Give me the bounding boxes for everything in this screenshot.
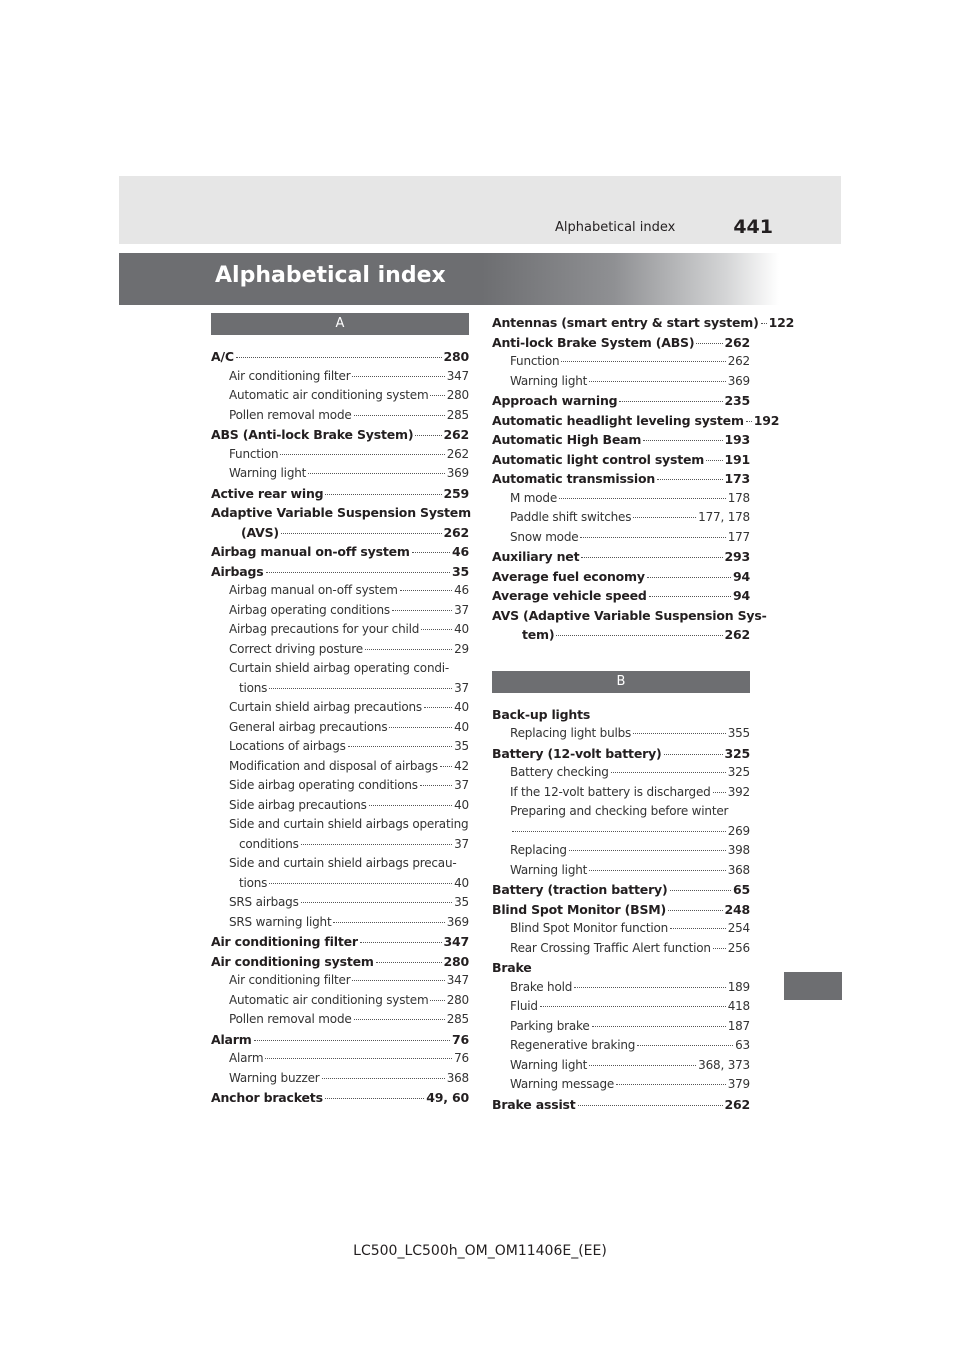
leader-dots bbox=[400, 590, 452, 591]
leader-dots bbox=[556, 635, 722, 636]
entry-page: 262 bbox=[724, 627, 750, 642]
index-entry: Back-up lights bbox=[492, 706, 591, 722]
leader-dots bbox=[559, 498, 726, 499]
entry-page: 256 bbox=[727, 940, 750, 955]
entry-label: Airbag manual on-off system bbox=[229, 583, 398, 597]
index-entry bbox=[492, 567, 750, 587]
entry-page: 94 bbox=[733, 568, 750, 584]
entry-label: tem) bbox=[522, 627, 555, 642]
index-subentry-wrapped: Preparing and checking before winter bbox=[510, 804, 729, 818]
index-subentry bbox=[211, 367, 469, 387]
leader-dots bbox=[670, 928, 726, 929]
index-subentry bbox=[492, 783, 750, 803]
section-header-b: B bbox=[492, 671, 750, 693]
index-subentry-continuation bbox=[492, 822, 750, 842]
index-subentry bbox=[492, 1056, 750, 1076]
leader-dots bbox=[540, 1006, 726, 1007]
leader-dots bbox=[430, 1000, 444, 1001]
index-subentry bbox=[211, 1010, 469, 1030]
leader-dots bbox=[706, 460, 722, 461]
index-entry bbox=[492, 547, 750, 567]
header-section-title: Alphabetical index bbox=[555, 220, 676, 235]
entry-page: 262 bbox=[724, 334, 750, 350]
index-entry bbox=[211, 562, 469, 582]
index-entry bbox=[211, 952, 469, 972]
leader-dots bbox=[348, 746, 452, 747]
entry-label: Battery (traction battery) bbox=[492, 882, 668, 897]
entry-page: 293 bbox=[724, 549, 750, 564]
entry-label: Warning light bbox=[510, 373, 588, 388]
footer-doc-id: LC500_LC500h_OM_OM11406E_(EE) bbox=[353, 1243, 607, 1259]
leader-dots bbox=[616, 1084, 726, 1085]
index-subentry bbox=[211, 776, 469, 796]
entry-page: 355 bbox=[727, 726, 750, 740]
page-title: Alphabetical index bbox=[215, 263, 446, 288]
entry-label: Replacing light bulbs bbox=[510, 726, 632, 740]
entry-page: 285 bbox=[446, 407, 469, 422]
entry-page: 65 bbox=[733, 882, 750, 897]
leader-dots bbox=[322, 1078, 445, 1079]
leader-dots bbox=[633, 517, 696, 518]
leader-dots bbox=[664, 754, 723, 755]
index-entry bbox=[211, 1088, 469, 1108]
entry-label: Fluid bbox=[510, 999, 538, 1013]
entry-page: 40 bbox=[454, 622, 469, 636]
entry-page: 254 bbox=[727, 921, 750, 935]
index-entry-wrapped: Adaptive Variable Suspension System bbox=[211, 505, 471, 520]
entry-page: 35 bbox=[454, 739, 469, 753]
leader-dots bbox=[569, 850, 726, 851]
leader-dots bbox=[236, 357, 442, 358]
entry-label: Anchor brackets bbox=[211, 1090, 323, 1105]
entry-label: General airbag precautions bbox=[229, 719, 388, 734]
leader-dots bbox=[269, 688, 452, 689]
leader-dots bbox=[713, 948, 726, 949]
leader-dots bbox=[266, 572, 451, 573]
entry-page: 173 bbox=[724, 471, 750, 486]
leader-dots bbox=[265, 1058, 452, 1059]
leader-dots bbox=[430, 395, 444, 396]
index-subentry bbox=[492, 352, 750, 372]
index-subentry bbox=[211, 1069, 469, 1089]
entry-label: Air conditioning filter bbox=[211, 934, 358, 949]
entry-label: Anti-lock Brake System (ABS) bbox=[492, 334, 695, 350]
index-subentry bbox=[492, 508, 750, 528]
index-subentry bbox=[492, 724, 750, 744]
leader-dots bbox=[424, 707, 452, 708]
index-subentry bbox=[211, 406, 469, 426]
leader-dots bbox=[269, 883, 452, 884]
index-entry bbox=[492, 411, 780, 431]
entry-label: Regenerative braking bbox=[510, 1038, 636, 1052]
entry-label: Air conditioning filter bbox=[229, 368, 351, 383]
entry-page: 189 bbox=[727, 979, 750, 994]
entry-page: 193 bbox=[724, 432, 750, 447]
index-entry bbox=[211, 484, 469, 504]
entry-page: 94 bbox=[733, 588, 750, 603]
index-subentry bbox=[211, 386, 469, 406]
entry-page: 76 bbox=[454, 1051, 469, 1065]
entry-page: 259 bbox=[443, 485, 469, 501]
leader-dots bbox=[333, 922, 444, 923]
index-entry bbox=[211, 1030, 469, 1050]
entry-label: Brake assist bbox=[492, 1096, 576, 1112]
entry-label: conditions bbox=[239, 836, 299, 851]
entry-label: Paddle shift switches bbox=[510, 510, 632, 524]
leader-dots bbox=[325, 1098, 424, 1099]
leader-dots bbox=[574, 987, 726, 988]
leader-dots bbox=[637, 1045, 733, 1046]
entry-label: Function bbox=[229, 446, 279, 461]
entry-label: (AVS) bbox=[241, 524, 279, 540]
index-subentry bbox=[211, 581, 469, 601]
leader-dots bbox=[376, 962, 442, 963]
entry-page: 46 bbox=[452, 544, 469, 559]
index-subentry bbox=[211, 991, 469, 1011]
index-subentry bbox=[211, 464, 469, 484]
leader-dots bbox=[352, 376, 444, 377]
entry-label: tions bbox=[239, 875, 268, 890]
entry-label: Automatic headlight leveling system bbox=[492, 412, 744, 428]
index-subentry bbox=[211, 893, 469, 913]
entry-label: Auxiliary net bbox=[492, 549, 580, 564]
section-header-a: A bbox=[211, 313, 469, 335]
entry-label: Airbags bbox=[211, 563, 264, 579]
entry-page: 40 bbox=[454, 875, 469, 890]
index-entry bbox=[211, 932, 469, 952]
entry-label: Warning light bbox=[229, 466, 307, 480]
entry-label: Approach warning bbox=[492, 393, 618, 408]
index-subentry bbox=[492, 841, 750, 861]
index-entry bbox=[492, 744, 750, 764]
entry-label: M mode bbox=[510, 490, 557, 505]
entry-page: 369 bbox=[446, 914, 469, 929]
entry-page: 418 bbox=[727, 999, 750, 1013]
leader-dots bbox=[649, 596, 731, 597]
entry-page: 347 bbox=[443, 934, 469, 949]
index-subentry bbox=[492, 1036, 750, 1056]
entry-label: Average vehicle speed bbox=[492, 588, 647, 603]
entry-label: Air conditioning filter bbox=[229, 973, 351, 987]
entry-label: Modification and disposal of airbags bbox=[229, 758, 438, 773]
leader-dots bbox=[392, 610, 452, 611]
leader-dots bbox=[352, 980, 444, 981]
leader-dots bbox=[308, 473, 445, 474]
index-entry bbox=[211, 542, 469, 562]
entry-page: 37 bbox=[454, 836, 469, 851]
entry-page: 192 bbox=[753, 412, 780, 428]
leader-dots bbox=[301, 902, 452, 903]
index-subentry bbox=[211, 698, 469, 718]
entry-page: 369 bbox=[446, 466, 469, 480]
leader-dots bbox=[581, 557, 722, 558]
entry-page: 262 bbox=[443, 524, 469, 540]
entry-label: Alarm bbox=[229, 1051, 264, 1065]
entry-page: 248 bbox=[724, 901, 750, 917]
index-column-left bbox=[211, 313, 469, 1108]
entry-page: 398 bbox=[727, 843, 750, 857]
entry-page: 46 bbox=[454, 583, 469, 597]
leader-dots bbox=[589, 870, 726, 871]
entry-page: 392 bbox=[727, 784, 750, 799]
entry-label: SRS warning light bbox=[229, 914, 332, 929]
index-entry bbox=[492, 1095, 750, 1115]
entry-page: 37 bbox=[454, 602, 469, 617]
leader-dots bbox=[412, 552, 450, 553]
entry-page: 35 bbox=[452, 563, 469, 579]
index-entry bbox=[211, 347, 469, 367]
leader-dots bbox=[254, 1040, 450, 1041]
entry-label: A/C bbox=[211, 349, 234, 364]
entry-page: 122 bbox=[768, 315, 795, 330]
entry-label: Average fuel economy bbox=[492, 568, 645, 584]
entry-label: Airbag operating conditions bbox=[229, 602, 390, 617]
entry-page: 49, 60 bbox=[426, 1090, 469, 1105]
index-entry-continuation bbox=[211, 523, 469, 543]
entry-label: Battery checking bbox=[510, 765, 609, 779]
leader-dots bbox=[389, 727, 452, 728]
title-band bbox=[119, 253, 779, 305]
leader-dots bbox=[578, 1105, 723, 1106]
entry-page: 379 bbox=[727, 1077, 750, 1091]
index-subentry-wrapped: Curtain shield airbag operating condi- bbox=[229, 661, 450, 675]
entry-page: 347 bbox=[446, 973, 469, 987]
entry-page: 40 bbox=[454, 719, 469, 734]
leader-dots bbox=[668, 910, 722, 911]
leader-dots bbox=[421, 629, 452, 630]
index-entry bbox=[492, 333, 750, 353]
page-number: 441 bbox=[733, 216, 773, 238]
index-subentry bbox=[211, 913, 469, 933]
entry-page: 369 bbox=[727, 373, 750, 388]
entry-label: Alarm bbox=[211, 1031, 252, 1047]
index-subentry-continuation bbox=[211, 835, 469, 855]
entry-page: 42 bbox=[454, 758, 469, 773]
leader-dots bbox=[512, 831, 726, 832]
leader-dots bbox=[415, 435, 441, 436]
index-subentry bbox=[492, 372, 750, 392]
page-header bbox=[119, 176, 841, 244]
leader-dots bbox=[657, 479, 722, 480]
entry-page: 35 bbox=[454, 895, 469, 909]
entry-label: Pollen removal mode bbox=[229, 1012, 352, 1026]
entry-label: Airbag precautions for your child bbox=[229, 622, 420, 636]
entry-page: 368, 373 bbox=[698, 1057, 750, 1072]
index-entry bbox=[211, 425, 469, 445]
entry-label: Correct driving posture bbox=[229, 641, 363, 656]
leader-dots bbox=[713, 792, 726, 793]
leader-dots bbox=[369, 805, 452, 806]
index-subentry bbox=[492, 1075, 750, 1095]
entry-page: 177 bbox=[727, 529, 750, 544]
entry-page: 178 bbox=[727, 490, 750, 505]
entry-label: Parking brake bbox=[510, 1018, 590, 1033]
leader-dots bbox=[365, 649, 452, 650]
entry-page: 285 bbox=[446, 1012, 469, 1026]
entry-label: Automatic air conditioning system bbox=[229, 388, 429, 402]
index-entry bbox=[492, 391, 750, 411]
entry-label: Locations of airbags bbox=[229, 739, 346, 753]
entry-label: Antennas (smart entry & start system) bbox=[492, 315, 759, 330]
entry-label: Replacing bbox=[510, 843, 567, 857]
leader-dots bbox=[420, 785, 452, 786]
index-subentry bbox=[211, 620, 469, 640]
entry-page: 347 bbox=[446, 368, 469, 383]
leader-dots bbox=[354, 415, 445, 416]
leader-dots bbox=[643, 440, 722, 441]
entry-page: 262 bbox=[724, 1096, 750, 1112]
index-subentry bbox=[211, 1049, 469, 1069]
entry-page: 63 bbox=[735, 1038, 750, 1052]
leader-dots bbox=[589, 1065, 696, 1066]
index-subentry-wrapped: Side and curtain shield airbags precau- bbox=[229, 856, 457, 870]
entry-label: Automatic air conditioning system bbox=[229, 992, 429, 1007]
entry-page: 325 bbox=[724, 745, 750, 761]
entry-label: tions bbox=[239, 680, 268, 695]
index-entry-continuation bbox=[492, 625, 750, 645]
index-subentry bbox=[211, 796, 469, 816]
index-subentry bbox=[211, 640, 469, 660]
index-subentry bbox=[211, 445, 469, 465]
entry-label: SRS airbags bbox=[229, 895, 299, 909]
entry-label: Battery (12-volt battery) bbox=[492, 745, 662, 761]
entry-page: 262 bbox=[727, 354, 750, 368]
index-entry bbox=[492, 880, 750, 900]
entry-label: Rear Crossing Traffic Alert function bbox=[510, 940, 711, 955]
entry-label: Blind Spot Monitor function bbox=[510, 921, 669, 935]
entry-label: Side airbag operating conditions bbox=[229, 778, 418, 792]
entry-page: 269 bbox=[727, 823, 750, 838]
index-entry bbox=[492, 313, 795, 333]
entry-label: Function bbox=[510, 354, 560, 368]
entry-page: 262 bbox=[443, 427, 469, 442]
entry-page: 37 bbox=[454, 778, 469, 792]
index-subentry bbox=[492, 489, 750, 509]
entry-label: ABS (Anti-lock Brake System) bbox=[211, 427, 414, 442]
leader-dots bbox=[561, 361, 725, 362]
leader-dots bbox=[592, 1026, 726, 1027]
leader-dots bbox=[696, 343, 722, 344]
leader-dots bbox=[360, 942, 442, 943]
entry-page: 368 bbox=[727, 862, 750, 877]
entry-label: Curtain shield airbag precautions bbox=[229, 700, 422, 714]
leader-dots bbox=[589, 381, 726, 382]
leader-dots bbox=[354, 1019, 445, 1020]
entry-label: Airbag manual on-off system bbox=[211, 544, 410, 559]
index-subentry bbox=[492, 528, 750, 548]
entry-label: If the 12-volt battery is discharged bbox=[510, 784, 711, 799]
entry-label: Warning light bbox=[510, 862, 588, 877]
index-entry bbox=[492, 900, 750, 920]
entry-label: Side airbag precautions bbox=[229, 797, 367, 812]
entry-page: 325 bbox=[727, 765, 750, 779]
leader-dots bbox=[301, 844, 452, 845]
index-subentry bbox=[492, 1017, 750, 1037]
leader-dots bbox=[280, 454, 444, 455]
entry-label: Automatic transmission bbox=[492, 471, 656, 486]
index-subentry bbox=[492, 939, 750, 959]
entry-page: 76 bbox=[452, 1031, 469, 1047]
entry-label: Warning light bbox=[510, 1057, 588, 1072]
entry-page: 29 bbox=[454, 641, 469, 656]
index-subentry bbox=[211, 971, 469, 991]
leader-dots bbox=[325, 494, 441, 495]
leader-dots bbox=[633, 733, 726, 734]
index-entry-wrapped: AVS (Adaptive Variable Suspension Sys- bbox=[492, 607, 767, 623]
index-subentry bbox=[211, 601, 469, 621]
index-subentry bbox=[211, 737, 469, 757]
index-entry: Brake bbox=[492, 960, 532, 975]
index-column-right bbox=[492, 313, 795, 1114]
index-subentry bbox=[492, 978, 750, 998]
leader-dots bbox=[647, 577, 731, 578]
entry-page: 191 bbox=[724, 451, 750, 467]
index-subentry bbox=[211, 718, 469, 738]
entry-label: Blind Spot Monitor (BSM) bbox=[492, 901, 667, 917]
entry-label: Active rear wing bbox=[211, 485, 324, 501]
entry-page: 177, 178 bbox=[698, 510, 750, 524]
leader-dots bbox=[670, 890, 732, 891]
entry-page: 187 bbox=[727, 1018, 750, 1033]
entry-label: Pollen removal mode bbox=[229, 407, 352, 422]
index-subentry-wrapped: Side and curtain shield airbags operating bbox=[229, 817, 469, 831]
entry-page: 262 bbox=[446, 446, 469, 461]
entry-page: 280 bbox=[443, 953, 469, 969]
entry-label: Automatic light control system bbox=[492, 451, 705, 467]
entry-label: Warning message bbox=[510, 1077, 615, 1091]
index-entry bbox=[492, 450, 750, 470]
entry-page: 235 bbox=[724, 393, 750, 408]
entry-page: 280 bbox=[446, 388, 469, 402]
section-thumb-tab bbox=[784, 972, 842, 1000]
leader-dots bbox=[611, 772, 726, 773]
leader-dots bbox=[761, 323, 767, 324]
index-subentry-continuation bbox=[211, 679, 469, 699]
index-subentry bbox=[492, 763, 750, 783]
entry-page: 368 bbox=[446, 1070, 469, 1085]
entry-page: 280 bbox=[443, 349, 469, 364]
index-subentry bbox=[492, 919, 750, 939]
index-subentry bbox=[492, 861, 750, 881]
entry-page: 280 bbox=[446, 992, 469, 1007]
entry-label: Warning buzzer bbox=[229, 1070, 320, 1085]
leader-dots bbox=[619, 401, 722, 402]
index-subentry-continuation bbox=[211, 874, 469, 894]
index-subentry bbox=[211, 757, 469, 777]
index-subentry bbox=[492, 997, 750, 1017]
entry-label: Snow mode bbox=[510, 529, 579, 544]
entry-page: 37 bbox=[454, 680, 469, 695]
index-entry bbox=[492, 430, 750, 450]
leader-dots bbox=[746, 421, 752, 422]
entry-label: Automatic High Beam bbox=[492, 432, 642, 447]
entry-page: 40 bbox=[454, 797, 469, 812]
leader-dots bbox=[440, 766, 452, 767]
entry-page: 40 bbox=[454, 700, 469, 714]
entry-label: Air conditioning system bbox=[211, 953, 374, 969]
index-entry bbox=[492, 469, 750, 489]
index-entry bbox=[492, 586, 750, 606]
leader-dots bbox=[580, 537, 725, 538]
entry-label: Brake hold bbox=[510, 979, 573, 994]
leader-dots bbox=[281, 533, 442, 534]
